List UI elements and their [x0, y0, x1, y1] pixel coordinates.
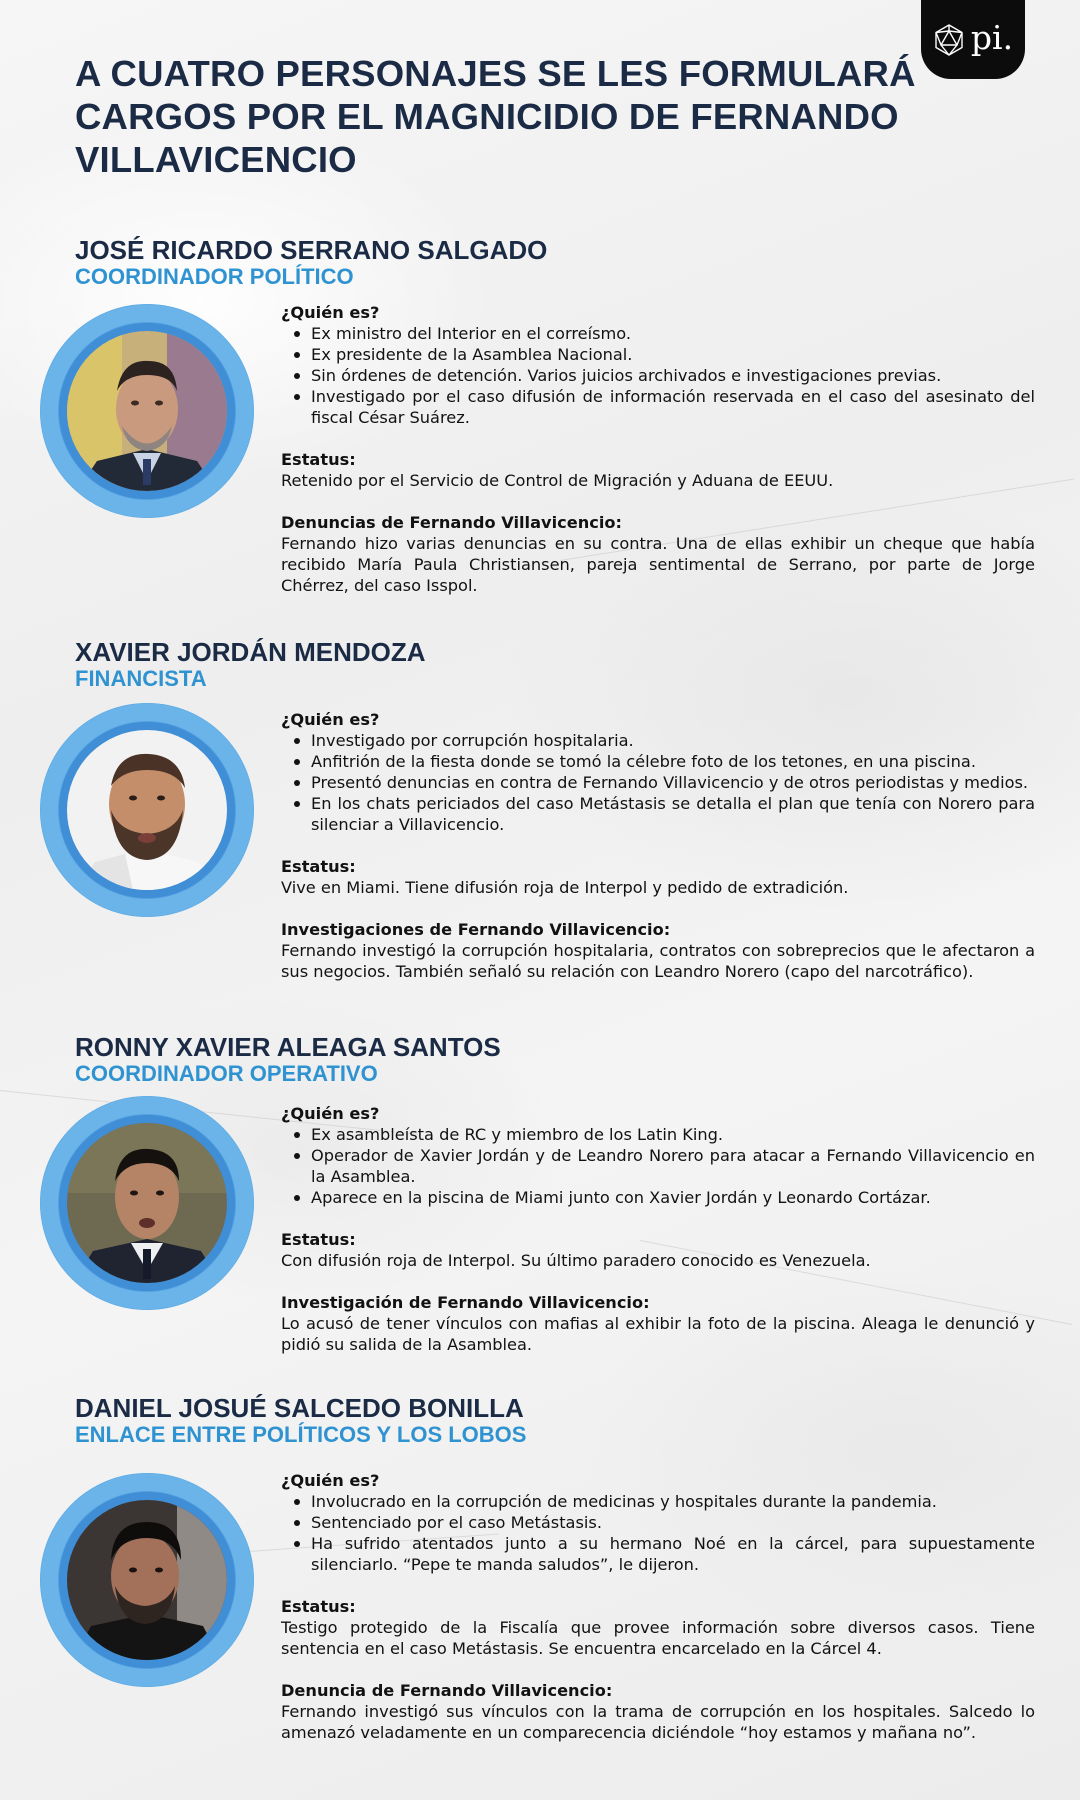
person-name: JOSÉ RICARDO SERRANO SALGADO	[75, 235, 548, 265]
status-heading: Estatus:	[281, 1230, 356, 1249]
list-item: Investigado por el caso difusión de información reservada en el caso del asesinato del fiscal César Suárez.	[281, 386, 1035, 428]
list-item: Aparece en la piscina de Miami junto con Xavier Jordán y Leonardo Cortázar.	[281, 1187, 1035, 1208]
person-photo	[40, 304, 254, 518]
person-role: FINANCISTA	[75, 666, 207, 691]
list-item: Presentó denuncias en contra de Fernando Villavicencio y de otros periodistas y medios.	[281, 772, 1035, 793]
brand-logo-text: pi.	[970, 18, 1014, 57]
brand-logo	[921, 0, 1025, 79]
list-item: Involucrado en la corrupción de medicinas y hospitales durante la pandemia.	[281, 1491, 1035, 1512]
portrait-photo	[67, 331, 227, 491]
investigation-text: Fernando investigó sus vínculos con la trama de corrupción en los hospitales. Salcedo lo amenazó veladamente en un comparecencia diciéndole “hoy estamos y mañana no”.	[281, 1702, 1035, 1742]
person-name: DANIEL JOSUÉ SALCEDO BONILLA	[75, 1393, 524, 1423]
who-list	[281, 323, 1035, 428]
status-heading: Estatus:	[281, 857, 356, 876]
polyhedron-icon	[933, 23, 965, 57]
person-role: ENLACE ENTRE POLÍTICOS Y LOS LOBOS	[75, 1422, 527, 1447]
person-photo	[40, 703, 254, 917]
who-heading: ¿Quién es?	[281, 1104, 380, 1123]
list-item: Sentenciado por el caso Metástasis.	[281, 1512, 1035, 1533]
person-info	[281, 1470, 1035, 1743]
list-item: Ex presidente de la Asamblea Nacional.	[281, 344, 1035, 365]
status-heading: Estatus:	[281, 1597, 356, 1616]
investigation-heading: Denuncias de Fernando Villavicencio:	[281, 513, 622, 532]
status-text: Testigo protegido de la Fiscalía que provee información sobre diversos casos. Tiene sentencia en el caso Metástasis. Se encuentra encarcelado en la Cárcel 4.	[281, 1618, 1035, 1658]
list-item: Operador de Xavier Jordán y de Leandro Norero para atacar a Fernando Villavicencio en la Asamblea.	[281, 1145, 1035, 1187]
list-item: Anfitrión de la fiesta donde se tomó la célebre foto de los tetones, en una piscina.	[281, 751, 1035, 772]
page-title: A CUATRO PERSONAJES SE LES FORMULARÁ CARGOS POR EL MAGNICIDIO DE FERNANDO VILLAVICENCIO	[75, 53, 916, 180]
list-item: Ha sufrido atentados junto a su hermano Noé en la cárcel, para supuestamente silenciarlo. “Pepe te manda saludos”, le dijeron.	[281, 1533, 1035, 1575]
person-info	[281, 302, 1035, 596]
portrait-photo	[67, 1500, 227, 1660]
list-item: Sin órdenes de detención. Varios juicios archivados e investigaciones previas.	[281, 365, 1035, 386]
portrait-photo	[67, 1123, 227, 1283]
status-text: Retenido por el Servicio de Control de Migración y Aduana de EEUU.	[281, 471, 834, 490]
person-info	[281, 709, 1035, 982]
investigation-text: Fernando investigó la corrupción hospitalaria, contratos con sobreprecios que le afectaron a sus negocios. También señaló su relación con Leandro Norero (capo del narcotráfico).	[281, 941, 1035, 981]
status-heading: Estatus:	[281, 450, 356, 469]
list-item: Ex ministro del Interior en el correísmo.	[281, 323, 1035, 344]
investigation-text: Lo acusó de tener vínculos con mafias al exhibir la foto de la piscina. Aleaga le denunció y pidió su salida de la Asamblea.	[281, 1314, 1035, 1354]
investigation-heading: Investigaciones de Fernando Villavicencio:	[281, 920, 671, 939]
person-name: XAVIER JORDÁN MENDOZA	[75, 637, 426, 667]
person-role: COORDINADOR POLÍTICO	[75, 264, 354, 289]
who-list	[281, 1491, 1035, 1575]
who-list	[281, 1124, 1035, 1208]
investigation-heading: Denuncia de Fernando Villavicencio:	[281, 1681, 613, 1700]
list-item: Ex asambleísta de RC y miembro de los Latin King.	[281, 1124, 1035, 1145]
person-info	[281, 1103, 1035, 1355]
list-item: En los chats periciados del caso Metástasis se detalla el plan que tenía con Norero para silenciar a Villavicencio.	[281, 793, 1035, 835]
person-role: COORDINADOR OPERATIVO	[75, 1061, 378, 1086]
list-item: Investigado por corrupción hospitalaria.	[281, 730, 1035, 751]
investigation-heading: Investigación de Fernando Villavicencio:	[281, 1293, 650, 1312]
who-heading: ¿Quién es?	[281, 1471, 380, 1490]
who-list	[281, 730, 1035, 835]
person-photo	[40, 1473, 254, 1687]
investigation-text: Fernando hizo varias denuncias en su contra. Una de ellas exhibir un cheque que había recibido María Paula Christiansen, pareja sentimental de Serrano, por parte de Jorge Chérrez, del caso Isspol.	[281, 534, 1035, 595]
portrait-photo	[67, 730, 227, 890]
status-text: Con difusión roja de Interpol. Su último paradero conocido es Venezuela.	[281, 1251, 871, 1270]
who-heading: ¿Quién es?	[281, 710, 380, 729]
status-text: Vive en Miami. Tiene difusión roja de Interpol y pedido de extradición.	[281, 878, 849, 897]
person-photo	[40, 1096, 254, 1310]
who-heading: ¿Quién es?	[281, 303, 380, 322]
person-name: RONNY XAVIER ALEAGA SANTOS	[75, 1032, 501, 1062]
